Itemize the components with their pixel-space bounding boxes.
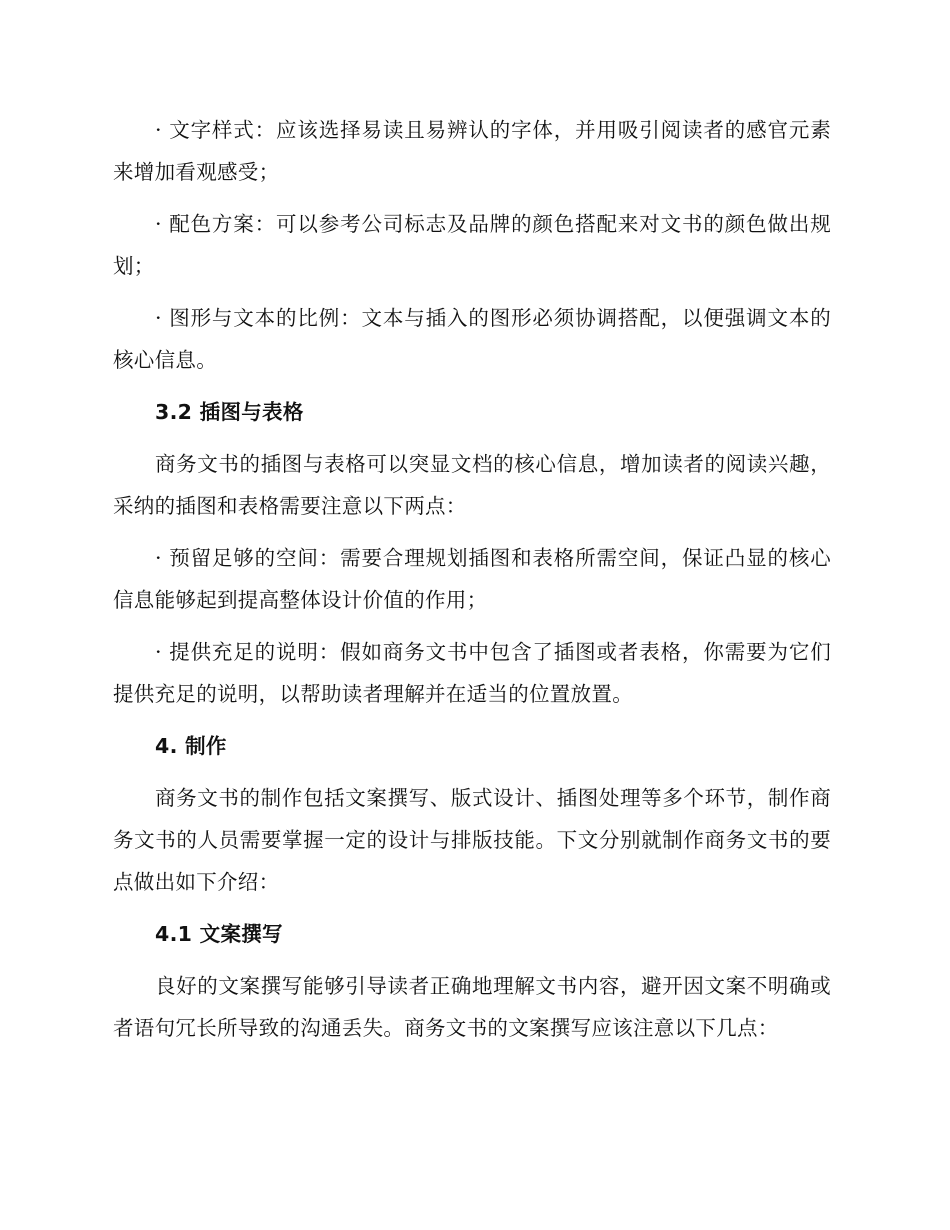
- bullet-graphic-text-ratio: · 图形与文本的比例：文本与插入的图形必须协调搭配，以便强调文本的核心信息。: [113, 306, 831, 372]
- section-4-1-heading: 4.1 文案撰写: [155, 922, 283, 946]
- bullet-provide-explanation: · 提供充足的说明：假如商务文书中包含了插图或者表格，你需要为它们提供充足的说明，以帮助读者理解并在适当的位置放置。: [113, 640, 831, 706]
- bullet-color-scheme: · 配色方案：可以参考公司标志及品牌的颜色搭配来对文书的颜色做出规划；: [113, 212, 831, 278]
- section-3-2-heading: 3.2 插图与表格: [155, 400, 304, 424]
- bullet-reserve-space: · 预留足够的空间：需要合理规划插图和表格所需空间，保证凸显的核心信息能够起到提高整体设计价值的作用；: [113, 546, 831, 612]
- document-body: [113, 109, 831, 1059]
- production-intro-paragraph: 商务文书的制作包括文案撰写、版式设计、插图处理等多个环节，制作商务文书的人员需要掌握一定的设计与排版技能。下文分别就制作商务文书的要点做出如下介绍：: [113, 786, 831, 894]
- section-4-heading: 4. 制作: [155, 734, 227, 758]
- bullet-text-style: · 文字样式：应该选择易读且易辨认的字体，并用吸引阅读者的感官元素来增加看观感受；: [113, 118, 831, 184]
- illustrations-intro-paragraph: 商务文书的插图与表格可以突显文档的核心信息，增加读者的阅读兴趣，采纳的插图和表格需要注意以下两点：: [113, 452, 831, 518]
- copywriting-intro-paragraph: 良好的文案撰写能够引导读者正确地理解文书内容，避开因文案不明确或者语句冗长所导致的沟通丢失。商务文书的文案撰写应该注意以下几点：: [113, 974, 831, 1040]
